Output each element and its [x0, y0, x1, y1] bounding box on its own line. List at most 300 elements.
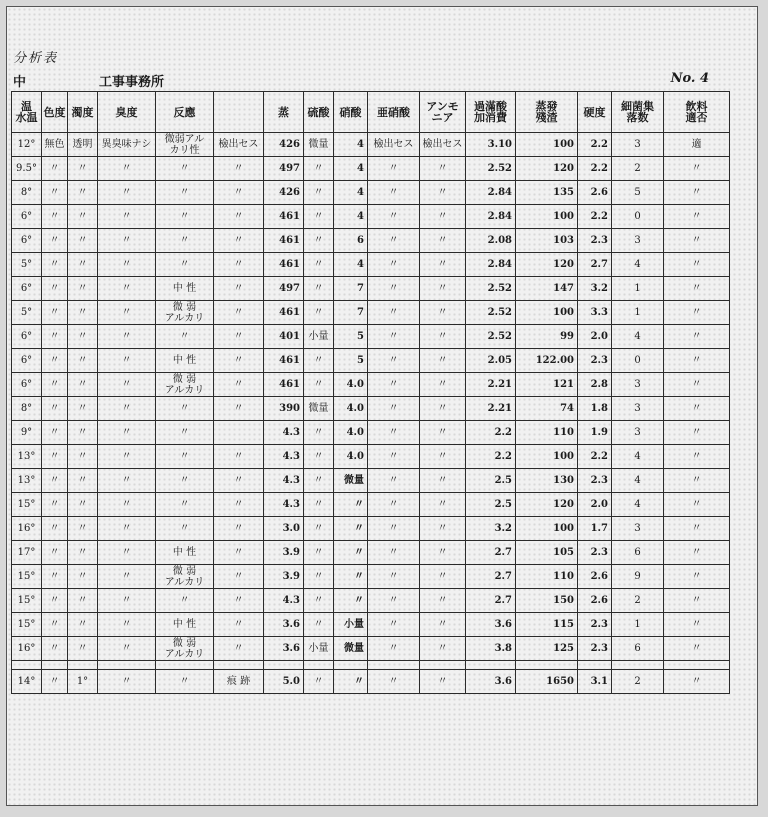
table-cell: 2.6	[578, 565, 612, 589]
table-cell: 1650	[516, 670, 578, 694]
table-cell: 〃	[420, 670, 466, 694]
table-cell: 〃	[98, 637, 156, 661]
table-cell: 2.7	[466, 589, 516, 613]
table-cell: 2.2	[578, 205, 612, 229]
table-cell: 〃	[42, 181, 68, 205]
table-cell: 2.08	[466, 229, 516, 253]
table-cell: 〃	[664, 637, 730, 661]
table-cell: 〃	[214, 325, 264, 349]
table-cell: 〃	[68, 541, 98, 565]
table-cell: 〃	[214, 541, 264, 565]
table-cell: 〃	[334, 541, 368, 565]
table-cell: 7	[334, 301, 368, 325]
table-cell: 〃	[368, 445, 420, 469]
table-cell: 〃	[304, 229, 334, 253]
table-cell: 4	[612, 469, 664, 493]
table-cell: 17°	[12, 541, 42, 565]
table-cell: 3.2	[466, 517, 516, 541]
table-cell: 2.8	[578, 373, 612, 397]
table-cell: 1.8	[578, 397, 612, 421]
table-cell: 〃	[214, 469, 264, 493]
table-cell: 401	[264, 325, 304, 349]
table-cell: 6°	[12, 373, 42, 397]
table-cell: 〃	[68, 205, 98, 229]
table-cell: 〃	[214, 229, 264, 253]
table-row	[12, 637, 730, 661]
column-header: 飲料 適否	[664, 92, 730, 133]
table-row	[12, 670, 730, 694]
table-cell: 〃	[368, 541, 420, 565]
table-cell: 15°	[12, 589, 42, 613]
document-title: 分析表	[13, 51, 59, 66]
table-cell: 3.6	[264, 637, 304, 661]
analysis-table	[11, 91, 730, 694]
table-cell: 〃	[68, 637, 98, 661]
table-cell: 115	[516, 613, 578, 637]
table-cell: 〃	[98, 565, 156, 589]
table-cell: 〃	[42, 277, 68, 301]
table-cell: 100	[516, 445, 578, 469]
column-header: 細菌集 落数	[612, 92, 664, 133]
table-cell: 〃	[68, 589, 98, 613]
table-cell: 4	[612, 493, 664, 517]
table-cell: 〃	[368, 493, 420, 517]
table-cell: 中 性	[156, 541, 214, 565]
table-cell: 〃	[420, 397, 466, 421]
table-cell: 15°	[12, 613, 42, 637]
table-cell: 〃	[368, 181, 420, 205]
table-cell: 2.52	[466, 325, 516, 349]
table-cell	[12, 661, 42, 670]
table-cell: 497	[264, 277, 304, 301]
table-cell: 150	[516, 589, 578, 613]
table-cell: 2	[612, 589, 664, 613]
column-header: 亜硝酸	[368, 92, 420, 133]
table-cell: 〃	[156, 253, 214, 277]
table-cell: 8°	[12, 397, 42, 421]
table-cell: 120	[516, 157, 578, 181]
table-cell: 〃	[68, 157, 98, 181]
table-cell: 〃	[98, 253, 156, 277]
table-cell: 〃	[214, 397, 264, 421]
table-cell: 110	[516, 421, 578, 445]
table-cell: 100	[516, 133, 578, 157]
table-cell: 〃	[214, 157, 264, 181]
table-cell: 微量	[304, 133, 334, 157]
table-cell: 〃	[368, 205, 420, 229]
table-cell: 6	[612, 541, 664, 565]
table-cell: 〃	[42, 157, 68, 181]
table-cell: 〃	[368, 349, 420, 373]
column-header: アンモ ニア	[420, 92, 466, 133]
table-cell: 〃	[304, 493, 334, 517]
table-cell: 〃	[420, 325, 466, 349]
table-cell: 6	[334, 229, 368, 253]
table-cell: 4	[334, 133, 368, 157]
table-cell: 〃	[368, 325, 420, 349]
table-cell: 16°	[12, 517, 42, 541]
table-cell: 〃	[420, 253, 466, 277]
table-cell: 〃	[304, 469, 334, 493]
table-cell: 〃	[42, 589, 68, 613]
table-cell: 異臭味ナシ	[98, 133, 156, 157]
table-cell: 0	[612, 349, 664, 373]
table-cell: 426	[264, 181, 304, 205]
table-cell	[664, 661, 730, 670]
table-cell: 〃	[214, 277, 264, 301]
table-cell: 〃	[42, 397, 68, 421]
table-cell: 〃	[664, 493, 730, 517]
table-cell	[98, 661, 156, 670]
table-cell: 12°	[12, 133, 42, 157]
table-cell: 〃	[304, 373, 334, 397]
column-header: 硬度	[578, 92, 612, 133]
table-cell: 3.9	[264, 541, 304, 565]
column-header	[214, 92, 264, 133]
table-cell: 〃	[664, 205, 730, 229]
table-cell	[264, 661, 304, 670]
table-cell: 4	[612, 445, 664, 469]
table-cell: 〃	[664, 181, 730, 205]
table-cell: 4	[334, 181, 368, 205]
table-cell: 2.52	[466, 277, 516, 301]
table-cell: 〃	[42, 253, 68, 277]
table-cell: 〃	[156, 397, 214, 421]
table-cell: 147	[516, 277, 578, 301]
table-cell: 〃	[156, 445, 214, 469]
table-cell	[304, 661, 334, 670]
table-cell: 〃	[420, 469, 466, 493]
table-cell: 〃	[304, 445, 334, 469]
table-cell: 390	[264, 397, 304, 421]
table-cell: 2.7	[466, 541, 516, 565]
table-cell: 〃	[368, 229, 420, 253]
table-cell: 2.3	[578, 541, 612, 565]
table-cell: 〃	[68, 493, 98, 517]
table-cell: 2.2	[466, 445, 516, 469]
table-cell: 〃	[304, 613, 334, 637]
table-cell: 〃	[156, 421, 214, 445]
table-cell: 〃	[664, 565, 730, 589]
table-cell: 120	[516, 253, 578, 277]
table-cell: 〃	[156, 229, 214, 253]
table-cell: 4	[334, 157, 368, 181]
table-cell: 〃	[156, 157, 214, 181]
table-row	[12, 229, 730, 253]
table-cell: 〃	[42, 301, 68, 325]
table-cell: 微弱アル カリ性	[156, 133, 214, 157]
table-cell: 〃	[42, 325, 68, 349]
table-cell: 2.5	[466, 493, 516, 517]
table-cell: 〃	[420, 229, 466, 253]
table-cell: 〃	[98, 469, 156, 493]
page-number: No. 4	[670, 71, 709, 86]
table-cell: 4	[612, 253, 664, 277]
table-cell: 〃	[98, 589, 156, 613]
table-cell: 〃	[42, 517, 68, 541]
table-cell: 2.52	[466, 301, 516, 325]
table-cell: 3	[612, 397, 664, 421]
table-cell: 2.6	[578, 589, 612, 613]
table-cell: 1	[612, 277, 664, 301]
table-cell: 3.6	[264, 613, 304, 637]
table-cell: 〃	[304, 517, 334, 541]
table-cell: 〃	[214, 613, 264, 637]
table-cell: 〃	[420, 493, 466, 517]
table-row	[12, 205, 730, 229]
table-cell: 9.5°	[12, 157, 42, 181]
table-cell: 〃	[304, 589, 334, 613]
table-cell: 〃	[98, 229, 156, 253]
table-cell: 130	[516, 469, 578, 493]
table-cell: 7	[334, 277, 368, 301]
table-cell: 〃	[156, 205, 214, 229]
column-header: 硝酸	[334, 92, 368, 133]
table-cell: 8°	[12, 181, 42, 205]
table-cell: 14°	[12, 670, 42, 694]
table-cell: 〃	[664, 229, 730, 253]
table-cell: 100	[516, 517, 578, 541]
table-cell: 0	[612, 205, 664, 229]
table-cell: 3.8	[466, 637, 516, 661]
table-cell: 〃	[98, 445, 156, 469]
table-cell	[214, 421, 264, 445]
table-cell: 〃	[42, 349, 68, 373]
table-cell: 110	[516, 565, 578, 589]
table-cell: 100	[516, 301, 578, 325]
table-cell: 5.0	[264, 670, 304, 694]
table-cell: 〃	[334, 589, 368, 613]
table-cell: 105	[516, 541, 578, 565]
table-cell: 2.0	[578, 325, 612, 349]
table-cell: 9	[612, 565, 664, 589]
table-cell: 〃	[304, 670, 334, 694]
table-cell: 〃	[368, 517, 420, 541]
table-cell: 99	[516, 325, 578, 349]
table-row	[12, 157, 730, 181]
table-cell: 2.05	[466, 349, 516, 373]
column-header: 色度	[42, 92, 68, 133]
table-row	[12, 541, 730, 565]
table-cell: 微 弱 アルカリ	[156, 373, 214, 397]
table-cell: 〃	[68, 253, 98, 277]
table-cell: 〃	[68, 229, 98, 253]
table-cell: 1.9	[578, 421, 612, 445]
table-cell: 〃	[68, 565, 98, 589]
table-cell: 3.1	[578, 670, 612, 694]
table-cell: 〃	[420, 277, 466, 301]
table-cell: 〃	[98, 373, 156, 397]
table-cell: 〃	[368, 469, 420, 493]
table-cell: 4.0	[334, 445, 368, 469]
table-cell: 5°	[12, 301, 42, 325]
table-cell: 〃	[214, 205, 264, 229]
table-cell: 1°	[68, 670, 98, 694]
table-row	[12, 661, 730, 670]
table-cell: 3.3	[578, 301, 612, 325]
table-row	[12, 325, 730, 349]
table-cell: 〃	[420, 301, 466, 325]
table-cell: 6°	[12, 229, 42, 253]
table-cell	[420, 661, 466, 670]
table-cell: 2.21	[466, 373, 516, 397]
table-cell: 〃	[98, 517, 156, 541]
table-cell: 〃	[156, 589, 214, 613]
table-cell: 4.0	[334, 421, 368, 445]
table-cell: 4.3	[264, 493, 304, 517]
table-cell: 2.3	[578, 229, 612, 253]
table-row	[12, 373, 730, 397]
table-cell: 3	[612, 229, 664, 253]
table-cell: 〃	[68, 445, 98, 469]
table-cell: 2.84	[466, 181, 516, 205]
table-cell: 〃	[304, 565, 334, 589]
table-cell: 2.0	[578, 493, 612, 517]
table-cell: 〃	[156, 493, 214, 517]
table-cell: 〃	[214, 589, 264, 613]
table-cell: 微 弱 アルカリ	[156, 637, 214, 661]
table-cell: 1.7	[578, 517, 612, 541]
table-cell: 〃	[664, 157, 730, 181]
table-cell: 〃	[368, 613, 420, 637]
table-cell: 2.21	[466, 397, 516, 421]
table-cell: 〃	[420, 565, 466, 589]
table-cell: 〃	[420, 637, 466, 661]
table-cell: 5	[334, 349, 368, 373]
table-cell: 〃	[98, 493, 156, 517]
column-header: 反應	[156, 92, 214, 133]
table-cell: 2	[612, 670, 664, 694]
table-cell: 4.0	[334, 397, 368, 421]
table-cell: 〃	[42, 421, 68, 445]
table-cell: 〃	[98, 613, 156, 637]
table-cell: 〃	[98, 421, 156, 445]
table-cell: 〃	[664, 301, 730, 325]
table-cell: 〃	[304, 253, 334, 277]
table-cell: 2.3	[578, 469, 612, 493]
table-cell	[516, 661, 578, 670]
table-cell: 〃	[420, 517, 466, 541]
table-cell: 2.84	[466, 253, 516, 277]
table-cell: 〃	[664, 517, 730, 541]
table-cell: 〃	[368, 421, 420, 445]
left-label: 中	[13, 75, 27, 90]
table-cell: 〃	[98, 325, 156, 349]
table-cell: 15°	[12, 493, 42, 517]
table-cell: 〃	[420, 157, 466, 181]
table-cell: 〃	[42, 445, 68, 469]
table-cell: 〃	[420, 445, 466, 469]
table-cell: 〃	[98, 349, 156, 373]
column-header: 温 水温	[12, 92, 42, 133]
table-cell: 〃	[664, 589, 730, 613]
table-cell: 〃	[68, 397, 98, 421]
table-cell: 〃	[42, 637, 68, 661]
table-row	[12, 517, 730, 541]
table-cell: 〃	[304, 181, 334, 205]
table-cell: 〃	[368, 373, 420, 397]
table-cell: 〃	[68, 373, 98, 397]
table-cell: 4.3	[264, 589, 304, 613]
table-cell: 〃	[334, 565, 368, 589]
table-cell: 中 性	[156, 277, 214, 301]
table-cell: 〃	[68, 613, 98, 637]
table-cell: 〃	[334, 493, 368, 517]
table-cell: 〃	[420, 613, 466, 637]
table-cell: 3	[612, 373, 664, 397]
table-row	[12, 253, 730, 277]
table-cell: 〃	[368, 157, 420, 181]
table-cell: 122.00	[516, 349, 578, 373]
table-cell: 2.7	[578, 253, 612, 277]
table-cell: 無色	[42, 133, 68, 157]
table-cell: 〃	[42, 493, 68, 517]
table-cell: 〃	[420, 181, 466, 205]
table-cell: 〃	[214, 637, 264, 661]
table-cell: 2.5	[466, 469, 516, 493]
table-row	[12, 301, 730, 325]
table-cell: 〃	[42, 541, 68, 565]
table-cell: 〃	[68, 181, 98, 205]
column-header: 蒸	[264, 92, 304, 133]
table-cell	[214, 661, 264, 670]
table-cell: 〃	[664, 670, 730, 694]
table-cell: 〃	[368, 589, 420, 613]
table-cell: 〃	[156, 325, 214, 349]
table-cell: 〃	[214, 445, 264, 469]
table-cell	[578, 661, 612, 670]
table-cell: 3	[612, 133, 664, 157]
table-cell: 3.0	[264, 517, 304, 541]
column-header: 過滿酸 加消費	[466, 92, 516, 133]
table-row	[12, 589, 730, 613]
table-cell: 6°	[12, 205, 42, 229]
table-cell: 檢出セス	[420, 133, 466, 157]
table-cell: 〃	[68, 421, 98, 445]
table-cell: 125	[516, 637, 578, 661]
table-cell: 4.0	[334, 373, 368, 397]
table-cell: 透明	[68, 133, 98, 157]
table-cell: 痕 跡	[214, 670, 264, 694]
table-cell: 461	[264, 349, 304, 373]
table-cell: 461	[264, 373, 304, 397]
table-cell: 〃	[664, 421, 730, 445]
table-cell: 〃	[664, 373, 730, 397]
table-cell: 4.3	[264, 469, 304, 493]
table-cell: 2.2	[578, 133, 612, 157]
table-cell: 〃	[42, 613, 68, 637]
table-cell: 13°	[12, 469, 42, 493]
table-cell: 〃	[156, 181, 214, 205]
table-cell	[156, 661, 214, 670]
table-cell: 〃	[214, 373, 264, 397]
table-cell: 小量	[334, 613, 368, 637]
table-cell: 135	[516, 181, 578, 205]
table-cell: 〃	[420, 373, 466, 397]
table-cell: 〃	[420, 205, 466, 229]
table-cell: 〃	[304, 205, 334, 229]
table-cell: 〃	[42, 373, 68, 397]
table-row	[12, 469, 730, 493]
table-cell: 〃	[664, 349, 730, 373]
table-cell: 〃	[304, 421, 334, 445]
table-cell: 〃	[368, 565, 420, 589]
table-cell: 〃	[98, 181, 156, 205]
table-cell: 〃	[156, 670, 214, 694]
table-cell: 〃	[68, 301, 98, 325]
header-row	[12, 92, 730, 133]
table-cell: 〃	[214, 253, 264, 277]
